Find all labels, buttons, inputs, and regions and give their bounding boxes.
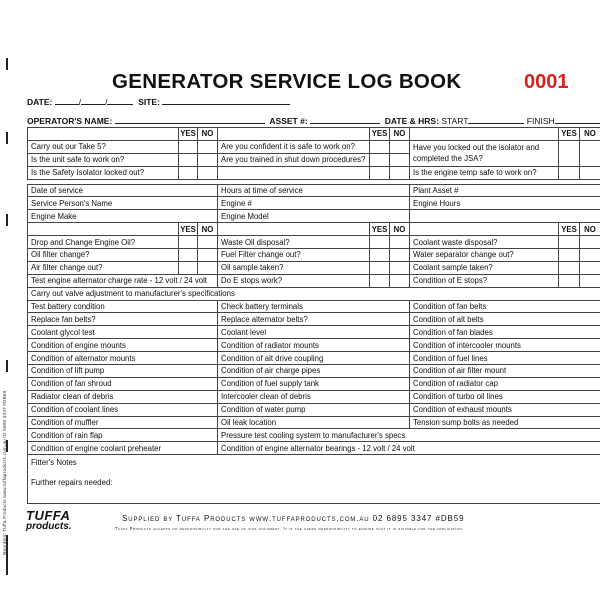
check-label: Drop and Change Engine Oil?	[28, 236, 179, 249]
check-label: Condition of air filter mount	[410, 365, 600, 378]
binder-mark	[6, 58, 8, 70]
check-label: Condition of engine alternator bearings - 12 volt / 24 volt	[218, 442, 600, 455]
no-box[interactable]	[580, 236, 600, 249]
no-box[interactable]	[390, 153, 410, 166]
check-label: Condition of fuel supply tank	[218, 377, 410, 390]
binder-mark	[6, 360, 8, 372]
table-row	[28, 326, 600, 339]
check-label: Fuel Filter change out?	[218, 249, 370, 262]
no-box[interactable]	[580, 166, 600, 179]
yes-box[interactable]	[179, 166, 198, 179]
table-row	[28, 390, 600, 403]
yes-box[interactable]	[559, 249, 580, 262]
table-row	[28, 140, 600, 153]
no-box[interactable]	[198, 236, 218, 249]
no-header: NO	[198, 128, 218, 141]
yes-box[interactable]	[370, 166, 390, 179]
check-label: Replace alternator belts?	[218, 313, 410, 326]
asset-label: ASSET #:	[269, 116, 308, 126]
log-number: 0001	[524, 71, 569, 93]
no-header: NO	[580, 223, 600, 236]
table-row	[28, 313, 600, 326]
yes-box[interactable]	[370, 274, 390, 287]
table-row	[28, 300, 600, 313]
start-field[interactable]	[468, 115, 524, 124]
reorder-side-text: Reorders: Tuffa Products www.tuffaproducts.com.au 02 6895 3347 #DB59	[2, 390, 7, 555]
asset-field[interactable]	[310, 115, 380, 124]
date-separator: /	[105, 97, 108, 107]
check-label: Condition of E stops?	[410, 274, 559, 287]
yes-box[interactable]	[179, 261, 198, 274]
check-label: Condition of fan belts	[410, 300, 600, 313]
yes-box[interactable]	[559, 166, 580, 179]
no-header: NO	[198, 223, 218, 236]
start-label: START	[441, 116, 469, 126]
table-row	[28, 475, 600, 504]
blank-cell	[410, 223, 559, 236]
operator-row	[27, 115, 600, 126]
yes-header: YES	[370, 128, 390, 141]
yes-header: YES	[370, 223, 390, 236]
check-label: Condition of fan blades	[410, 326, 600, 339]
no-header: NO	[390, 128, 410, 141]
finish-field[interactable]	[555, 115, 600, 124]
table-row	[28, 274, 600, 287]
yes-header: YES	[180, 129, 196, 139]
no-box[interactable]	[580, 140, 600, 166]
date-label: DATE:	[27, 97, 53, 107]
table-row	[28, 261, 600, 274]
check-label: Check battery terminals	[218, 300, 410, 313]
yes-header: YES	[180, 224, 196, 234]
no-box[interactable]	[390, 166, 410, 179]
yes-header: YES	[559, 223, 580, 236]
check-label: Oil filter change?	[28, 249, 179, 262]
table-row	[28, 249, 600, 262]
table-row	[28, 287, 600, 300]
date-month-field[interactable]	[78, 96, 108, 107]
blank-cell	[218, 223, 370, 236]
check-label: Condition of engine coolant preheater	[28, 442, 218, 455]
check-label: Condition of intercooler mounts	[410, 339, 600, 352]
no-box[interactable]	[198, 249, 218, 262]
table-row	[28, 352, 600, 365]
check-label: Do E stops work?	[218, 274, 370, 287]
check-label: Oil leak location	[218, 416, 410, 429]
finish-label: FINISH	[526, 116, 555, 126]
check-label: Condition of fuel lines	[410, 352, 600, 365]
yes-box[interactable]	[370, 249, 390, 262]
check-label: Radiator clean of debris	[28, 390, 218, 403]
yes-box[interactable]	[559, 261, 580, 274]
yes-box[interactable]	[179, 140, 198, 153]
table-row	[28, 223, 600, 236]
info-field[interactable]: Hours at time of service	[218, 184, 410, 197]
check-label: Condition of radiator mounts	[218, 339, 410, 352]
blank-cell	[28, 223, 179, 236]
table-row	[28, 377, 600, 390]
check-label: Condition of rain flap	[28, 429, 218, 442]
blank-cell	[218, 166, 370, 179]
check-label: Is the unit safe to work on?	[28, 153, 179, 166]
table-row	[28, 429, 600, 442]
blank-cell	[218, 128, 370, 141]
check-label: Have you locked out the isolator and completed the JSA?	[410, 140, 559, 166]
check-label: Oil sample taken?	[218, 261, 370, 274]
info-field[interactable]: Plant Asset #	[410, 184, 600, 197]
check-label: Condition of coolant lines	[28, 403, 218, 416]
check-label: Test battery condition	[28, 300, 218, 313]
no-box[interactable]	[390, 274, 410, 287]
check-label: Carry out valve adjustment to manufacturer's specifications	[28, 287, 600, 300]
date-site-row	[27, 96, 290, 107]
site-label: SITE:	[138, 97, 160, 107]
datehrs-label: DATE & HRS:	[384, 116, 439, 126]
no-box[interactable]	[198, 261, 218, 274]
check-label: Coolant level	[218, 326, 410, 339]
table-row	[28, 166, 600, 179]
supplier-line: Supplied by Tuffa Products www.tuffaproducts.com.au 02 6895 3347 #DB59	[122, 514, 465, 523]
yes-box[interactable]	[179, 249, 198, 262]
no-header: NO	[390, 223, 410, 236]
no-box[interactable]	[580, 249, 600, 262]
check-label: Waste Oil disposal?	[218, 236, 370, 249]
table-row	[28, 184, 600, 197]
no-box[interactable]	[198, 166, 218, 179]
no-box[interactable]	[580, 261, 600, 274]
tuffa-logo	[26, 510, 84, 530]
info-field[interactable]: Engine Make	[28, 210, 218, 223]
check-label: Is the Safety Isolator locked out?	[28, 166, 179, 179]
table-row	[28, 455, 600, 476]
yes-box[interactable]	[559, 236, 580, 249]
binder-mark	[6, 132, 8, 144]
disclaimer-text: Tuffa Products accepts no responsibility for the use of this document. It is the users responsibility to ensure that it is suitable for the application.	[115, 526, 464, 531]
check-label: Is the engine temp safe to work on?	[410, 166, 559, 179]
check-label: Replace fan belts?	[28, 313, 218, 326]
table-row	[28, 339, 600, 352]
table-row	[28, 236, 600, 249]
check-label: Intercooler clean of debris	[218, 390, 410, 403]
check-label: Condition of lift pump	[28, 365, 218, 378]
check-label: Condition of engine mounts	[28, 339, 218, 352]
table-row	[28, 403, 600, 416]
operator-field[interactable]	[115, 115, 265, 124]
date-separator: /	[78, 97, 82, 107]
yes-box[interactable]	[179, 236, 198, 249]
no-box[interactable]	[390, 249, 410, 262]
check-label: Condition of muffler	[28, 416, 218, 429]
site-field[interactable]	[162, 96, 290, 105]
info-field[interactable]: Engine Model	[218, 210, 410, 223]
logo-wordmark: TUFFA	[26, 508, 71, 523]
yes-box[interactable]	[179, 153, 198, 166]
date-day-field[interactable]	[55, 96, 82, 107]
check-label: Condition of water pump	[218, 403, 410, 416]
check-label: Coolant glycol test	[28, 326, 218, 339]
blank-cell	[28, 128, 179, 141]
yes-box[interactable]	[370, 261, 390, 274]
fitters-notes-field[interactable]: Fitter's Notes	[28, 455, 600, 476]
check-label: Test engine alternator charge rate - 12 volt / 24 volt	[28, 274, 218, 287]
check-label: Water separator change out?	[410, 249, 559, 262]
table-row	[28, 365, 600, 378]
table-row	[28, 197, 600, 210]
no-box[interactable]	[390, 236, 410, 249]
check-label: Condition of alternator mounts	[28, 352, 218, 365]
binder-mark	[6, 214, 8, 226]
info-field[interactable]: Engine #	[218, 197, 410, 210]
check-label: Condition of alt belts	[410, 313, 600, 326]
check-label: Carry out our Take 5?	[28, 140, 179, 153]
info-field[interactable]: Date of service	[28, 184, 218, 197]
yes-header: YES	[559, 128, 580, 141]
check-label: Are you trained in shut down procedures?	[218, 153, 370, 166]
check-label: Condition of fan shroud	[28, 377, 218, 390]
no-box[interactable]	[198, 140, 218, 153]
check-label: Condition of air charge pipes	[218, 365, 410, 378]
no-header: NO	[580, 128, 600, 141]
yes-box[interactable]	[370, 236, 390, 249]
check-label: Condition of alt drive coupling	[218, 352, 410, 365]
yes-box[interactable]	[370, 140, 390, 153]
no-box[interactable]	[390, 261, 410, 274]
yes-box[interactable]	[370, 153, 390, 166]
further-repairs-field[interactable]: Further repairs needed:	[28, 475, 600, 504]
table-row	[28, 128, 600, 141]
check-label: Condition of radiator cap	[410, 377, 600, 390]
check-label: Are you confident it is safe to work on?	[218, 140, 370, 153]
yes-box[interactable]	[559, 140, 580, 166]
no-box[interactable]	[390, 140, 410, 153]
check-label: Condition of exhaust mounts	[410, 403, 600, 416]
info-field[interactable]	[410, 210, 600, 223]
check-label: Air filter change out?	[28, 261, 179, 274]
info-field[interactable]: Engine Hours	[410, 197, 600, 210]
check-label: Pressure test cooling system to manufacturer's specs	[218, 429, 600, 442]
service-log-table	[27, 127, 600, 504]
blank-cell	[410, 128, 559, 141]
no-box[interactable]	[580, 274, 600, 287]
operator-label: OPERATOR'S NAME:	[27, 116, 113, 126]
no-box[interactable]	[198, 153, 218, 166]
table-row	[28, 416, 600, 429]
table-row	[28, 442, 600, 455]
info-field[interactable]: Service Person's Name	[28, 197, 218, 210]
date-year-field[interactable]	[107, 96, 133, 105]
check-label: Coolant waste disposal?	[410, 236, 559, 249]
check-label: Tension sump bolts as needed	[410, 416, 600, 429]
check-label: Coolant sample taken?	[410, 261, 559, 274]
yes-box[interactable]	[559, 274, 580, 287]
logo-subtext: products.	[26, 521, 72, 532]
page-title: GENERATOR SERVICE LOG BOOK	[112, 70, 462, 93]
check-label: Condition of turbo oil lines	[410, 390, 600, 403]
table-row	[28, 210, 600, 223]
